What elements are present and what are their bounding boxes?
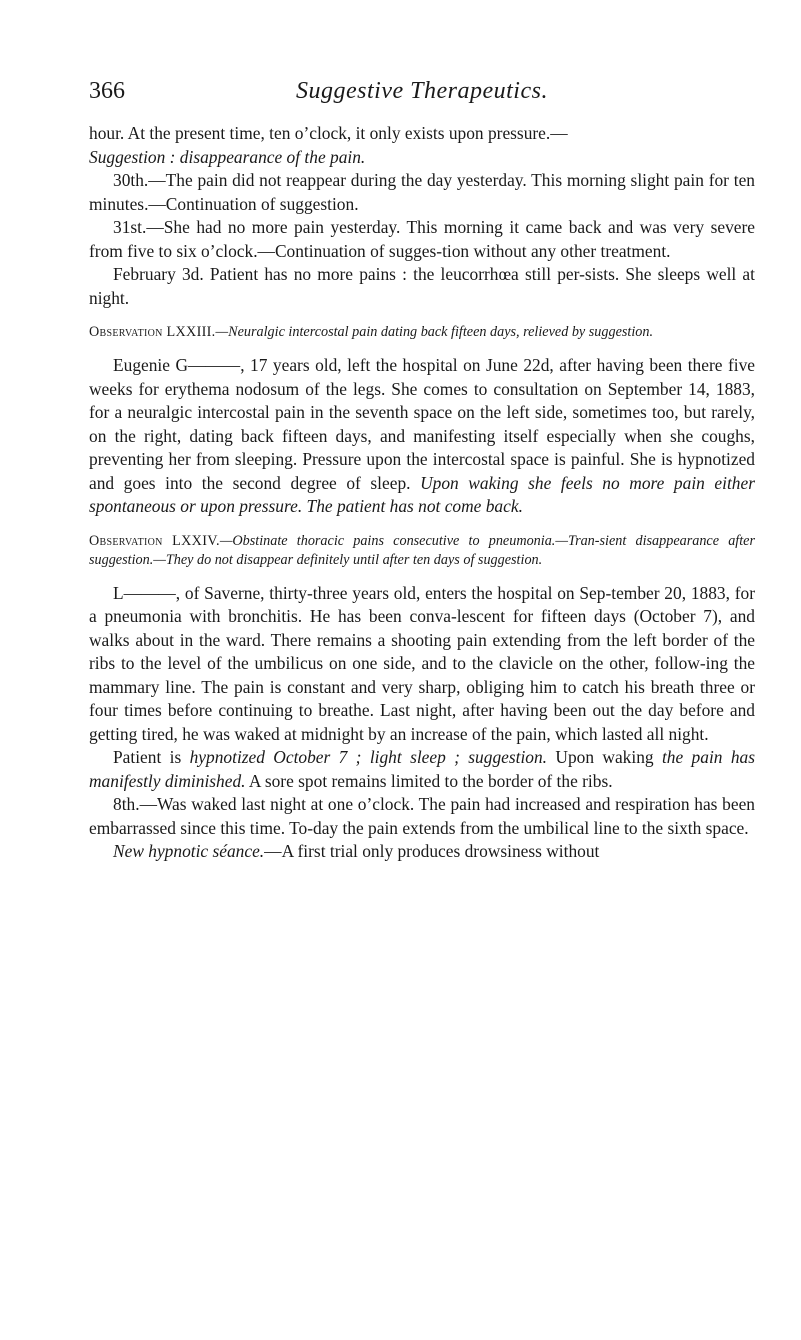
- observation-73-heading: [89, 323, 755, 342]
- page-header: [89, 78, 755, 110]
- observation-title: —Obstinate thoracic pains consecutive to pneumonia.—Tran-sient disappearance after suggestion.—They do not disappear definitely until after ten days of suggestion.: [89, 532, 755, 568]
- paragraph-30th: 30th.—The pain did not reappear during the day yesterday. This morning slight pain for ten minutes.—Continuation of suggestion.: [89, 170, 755, 214]
- observation-74-hypnosis: Patient is hypnotized October 7 ; light sleep ; suggestion. Upon waking the pain has manifestly diminished. A sore spot remains limited to the border of the ribs.: [89, 747, 755, 791]
- suggestion-note: Suggestion : disappearance of the pain.: [89, 146, 366, 167]
- observation-title: —Neuralgic intercostal pain dating back fifteen days, relieved by suggestion.: [215, 324, 654, 340]
- observation-label: Observation LXXIV.: [89, 532, 220, 549]
- page-number: 366: [89, 78, 125, 104]
- paragraph-31st: 31st.—She had no more pain yesterday. This morning it came back and was very severe from five to six o’clock.—Continuation of sugges-tion without any other treatment.: [89, 217, 755, 261]
- observation-74-8th: 8th.—Was waked last night at one o’clock. The pain had increased and respiration has been embarrassed since this time. To-day the pain extends from the umbilical line to the sixth space.: [89, 794, 755, 838]
- observation-text: Eugenie G———, 17 years old, left the hospital on June 22d, after having been there five weeks for erythema nodosum of the legs. She comes to consultation on September 14, 1883, for a neuralgic intercostal pain in the seventh space on the left side, sometimes too, but rarely, on the right, dating back fifteen days, and manifesting itself especially when she coughs, preventing her from sleeping. Pressure upon the intercostal space is painful. She is hypnotized and goes into the second degree of sleep.: [89, 355, 755, 493]
- running-title: Suggestive Therapeutics.: [296, 78, 548, 104]
- observation-73-body: [89, 354, 755, 519]
- book-page: [89, 78, 755, 864]
- paragraph-continuation: [89, 122, 755, 169]
- page-body: [89, 122, 755, 864]
- observation-74-body: L———, of Saverne, thirty-three years old, enters the hospital on Sep-tember 20, 1883, for a pneumonia with bronchitis. He has been conva-lescent for fifteen days (October 7), and walks about in the ward. There remains a shooting pain extending from the left border of the ribs to the level of the umbilicus on one side, and to the clavicle on the other, follow-ing the mammary line. The pain is constant and very sharp, obliging him to catch his breath three or four times before continuing to breathe. Last night, after having been out the day before and getting tired, he was waked at midnight by an increase of the pain, which lasted all night.: [89, 582, 755, 744]
- observation-74-new-seance: New hypnotic séance.—A first trial only produces drowsiness without: [113, 841, 600, 861]
- paragraph-february: February 3d. Patient has no more pains : the leucorrhœa still per-sists. She sleeps well at night.: [89, 264, 755, 308]
- observation-result: Upon waking she feels no more pain either spontaneous or upon pressure. The patient has not come back.: [89, 472, 755, 516]
- paragraph-text: hour. At the present time, ten o’clock, it only exists upon pressure.—: [89, 123, 568, 143]
- observation-74-heading: [89, 532, 755, 570]
- observation-label: Observation LXXIII.: [89, 324, 216, 340]
